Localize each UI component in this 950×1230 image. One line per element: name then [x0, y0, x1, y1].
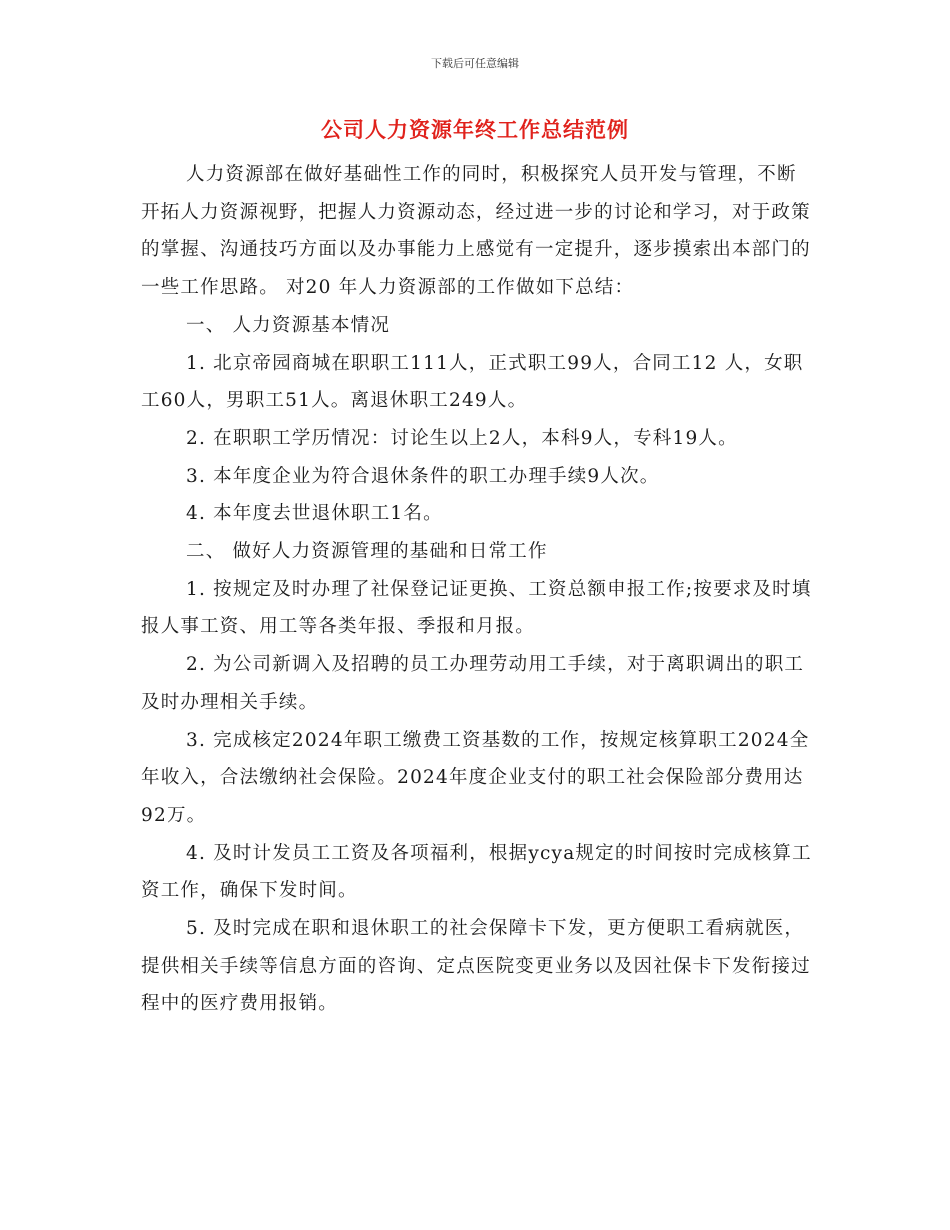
list-item: 3. 本年度企业为符合退休条件的职工办理手续9人次。	[186, 465, 660, 487]
list-item: 1. 北京帝园商城在职职工111人，正式职工99人，合同工12 人，女职工60人，男职工51人。离退休职工249人。	[141, 352, 804, 412]
list-item: 2. 在职职工学历情况：讨论生以上2人，本科9人，专科19人。	[186, 427, 738, 449]
document-body	[141, 156, 813, 1023]
intro-paragraph: 人力资源部在做好基础性工作的同时，积极探究人员开发与管理，不断开拓人力资源视野，把握人力资源动态，经过进一步的讨论和学习，对于政策的掌握、沟通技巧方面以及办事能力上感觉有一定提升，逐步摸索出本部门的一些工作思路。 对20 年人力资源部的工作做如下总结：	[141, 164, 811, 299]
list-item: 2. 为公司新调入及招聘的员工办理劳动用工手续，对于离职调出的职工及时办理相关手续。	[141, 654, 805, 713]
section-heading-2: 二、 做好人力资源管理的基础和日常工作	[186, 541, 548, 563]
list-item: 1. 按规定及时办理了社保登记证更换、工资总额申报工作;按要求及时填报人事工资、用工等各类年报、季报和月报。	[141, 578, 812, 638]
list-item: 4. 本年度去世退休职工1名。	[186, 503, 443, 525]
list-item: 3. 完成核定2024年职工缴费工资基数的工作，按规定核算职工2024全年收入，合法缴纳社会保险。2024年度企业支付的职工社会保险部分费用达92万。	[141, 729, 810, 826]
header-note: 下载后可任意编辑	[431, 57, 519, 70]
list-item: 4. 及时计发员工工资及各项福利，根据ycya规定的时间按时完成核算工资工作，确保下发时间。	[141, 842, 812, 902]
list-item: 5. 及时完成在职和退休职工的社会保障卡下发，更方便职工看病就医，提供相关手续等信息方面的咨询、定点医院变更业务以及因社保卡下发衔接过程中的医疗费用报销。	[141, 918, 811, 1015]
section-heading-1: 一、 人力资源基本情况	[186, 314, 391, 336]
document-title: 公司人力资源年终工作总结范例	[321, 118, 629, 142]
